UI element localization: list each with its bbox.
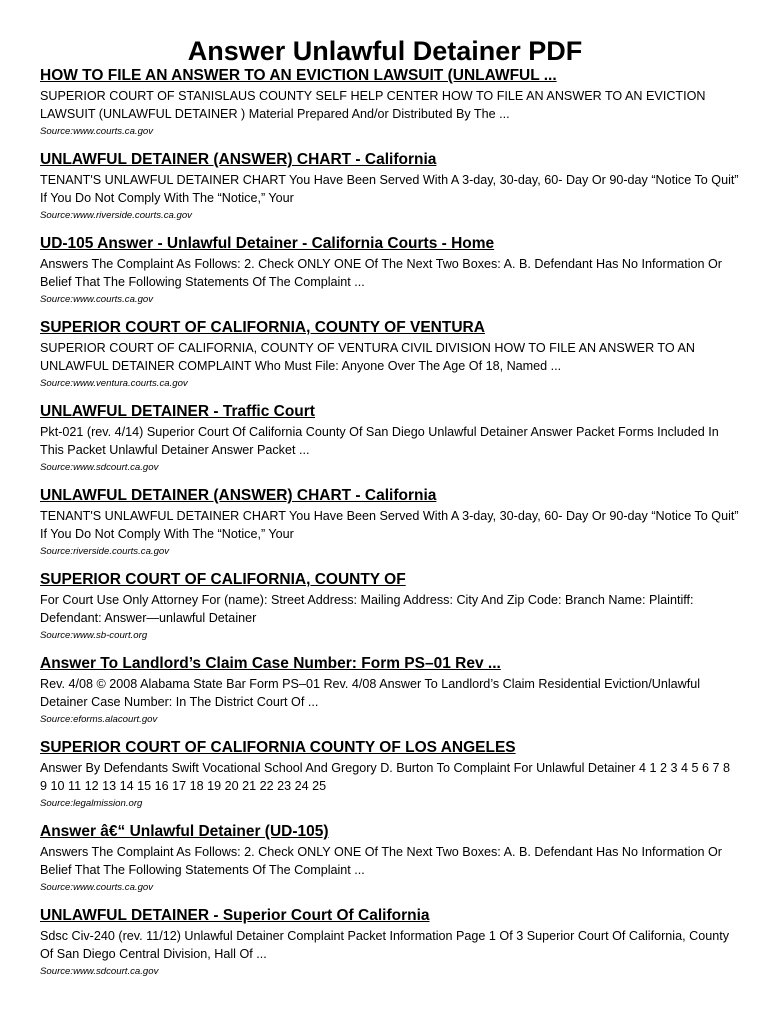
- result-title-link[interactable]: HOW TO FILE AN ANSWER TO AN EVICTION LAWSUIT (UNLAWFUL ...: [40, 67, 557, 84]
- result-description: SUPERIOR COURT OF CALIFORNIA, COUNTY OF VENTURA CIVIL DIVISION HOW TO FILE AN ANSWER TO AN UNLAWFUL DETAINER COMPLAINT Who Must File: Anyone Over The Age Of 18, Named ...: [40, 341, 695, 373]
- result-item: [40, 822, 740, 895]
- result-source: Source:www.sb-court.org: [40, 630, 148, 641]
- result-description: SUPERIOR COURT OF STANISLAUS COUNTY SELF HELP CENTER HOW TO FILE AN ANSWER TO AN EVICTION LAWSUIT (UNLAWFUL DETAINER ) Material Prepared And/or Distributed By The ...: [40, 89, 706, 121]
- result-item: [40, 150, 740, 223]
- result-description: Answers The Complaint As Follows: 2. Check ONLY ONE Of The Next Two Boxes: A. B. Defendant Has No Information Or Belief That The Following Statements Of The Complaint ...: [40, 845, 722, 877]
- result-description: Rev. 4/08 © 2008 Alabama State Bar Form PS–01 Rev. 4/08 Answer To Landlord’s Claim Residential Eviction/Unlawful Detainer Case Number: In The District Court Of ...: [40, 677, 701, 709]
- result-source: Source:www.sdcourt.ca.gov: [40, 462, 159, 473]
- result-source: Source:eforms.alacourt.gov: [40, 714, 158, 725]
- result-source: Source:www.courts.ca.gov: [40, 882, 154, 893]
- result-item: [40, 906, 740, 979]
- result-item: [40, 738, 740, 811]
- result-source: Source:www.courts.ca.gov: [40, 126, 154, 137]
- result-title-link[interactable]: UNLAWFUL DETAINER (ANSWER) CHART - California: [40, 487, 437, 504]
- result-item: [40, 402, 740, 475]
- result-item: [40, 486, 740, 559]
- result-item: [40, 570, 740, 643]
- result-title-link[interactable]: UNLAWFUL DETAINER - Superior Court Of California: [40, 907, 430, 924]
- result-source: Source:legalmission.org: [40, 798, 143, 809]
- result-description: TENANT'S UNLAWFUL DETAINER CHART You Have Been Served With A 3-day, 30-day, 60- Day Or 90-day “Notice To Quit” If You Do Not Comply With The “Notice,” Your: [40, 509, 739, 541]
- result-title-link[interactable]: Answer To Landlord’s Claim Case Number: Form PS–01 Rev ...: [40, 655, 501, 672]
- result-description: Answer By Defendants Swift Vocational School And Gregory D. Burton To Complaint For Unlawful Detainer 4 1 2 3 4 5 6 7 8 9 10 11 12 13 14 15 16 17 18 19 20 21 22 23 24 25: [40, 761, 730, 793]
- result-title-link[interactable]: UNLAWFUL DETAINER - Traffic Court: [40, 403, 315, 420]
- results-list: [40, 66, 740, 990]
- result-source: Source:www.riverside.courts.ca.gov: [40, 210, 192, 221]
- result-source: Source:riverside.courts.ca.gov: [40, 546, 170, 557]
- result-title-link[interactable]: Answer â€“ Unlawful Detainer (UD-105): [40, 823, 329, 840]
- page-title: Answer Unlawful Detainer PDF: [187, 36, 583, 66]
- result-title-link[interactable]: SUPERIOR COURT OF CALIFORNIA, COUNTY OF VENTURA: [40, 319, 485, 336]
- result-title-link[interactable]: SUPERIOR COURT OF CALIFORNIA, COUNTY OF: [40, 571, 406, 588]
- result-description: Pkt-021 (rev. 4/14) Superior Court Of California County Of San Diego Unlawful Detainer Answer Packet Forms Included In This Packet Unlawful Detainer Answer Packet ...: [40, 425, 719, 457]
- result-description: Sdsc Civ-240 (rev. 11/12) Unlawful Detainer Complaint Packet Information Page 1 Of 3 Superior Court Of California, County Of San Diego Central Division, Hall Of ...: [40, 929, 730, 961]
- result-item: [40, 66, 740, 139]
- result-item: [40, 654, 740, 727]
- result-title-link[interactable]: SUPERIOR COURT OF CALIFORNIA COUNTY OF LOS ANGELES: [40, 739, 516, 756]
- result-source: Source:www.courts.ca.gov: [40, 294, 154, 305]
- result-title-link[interactable]: UNLAWFUL DETAINER (ANSWER) CHART - California: [40, 151, 437, 168]
- result-title-link[interactable]: UD-105 Answer - Unlawful Detainer - California Courts - Home: [40, 235, 495, 252]
- result-description: For Court Use Only Attorney For (name): Street Address: Mailing Address: City And Zip Code: Branch Name: Plaintiff: Defendant: Answer—unlawful Detainer: [40, 593, 694, 625]
- result-description: TENANT'S UNLAWFUL DETAINER CHART You Have Been Served With A 3-day, 30-day, 60- Day Or 90-day “Notice To Quit” If You Do Not Comply With The “Notice,” Your: [40, 173, 739, 205]
- result-item: [40, 318, 740, 391]
- result-source: Source:www.ventura.courts.ca.gov: [40, 378, 188, 389]
- result-item: [40, 234, 740, 307]
- result-description: Answers The Complaint As Follows: 2. Check ONLY ONE Of The Next Two Boxes: A. B. Defendant Has No Information Or Belief That The Following Statements Of The Complaint ...: [40, 257, 722, 289]
- result-source: Source:www.sdcourt.ca.gov: [40, 966, 159, 977]
